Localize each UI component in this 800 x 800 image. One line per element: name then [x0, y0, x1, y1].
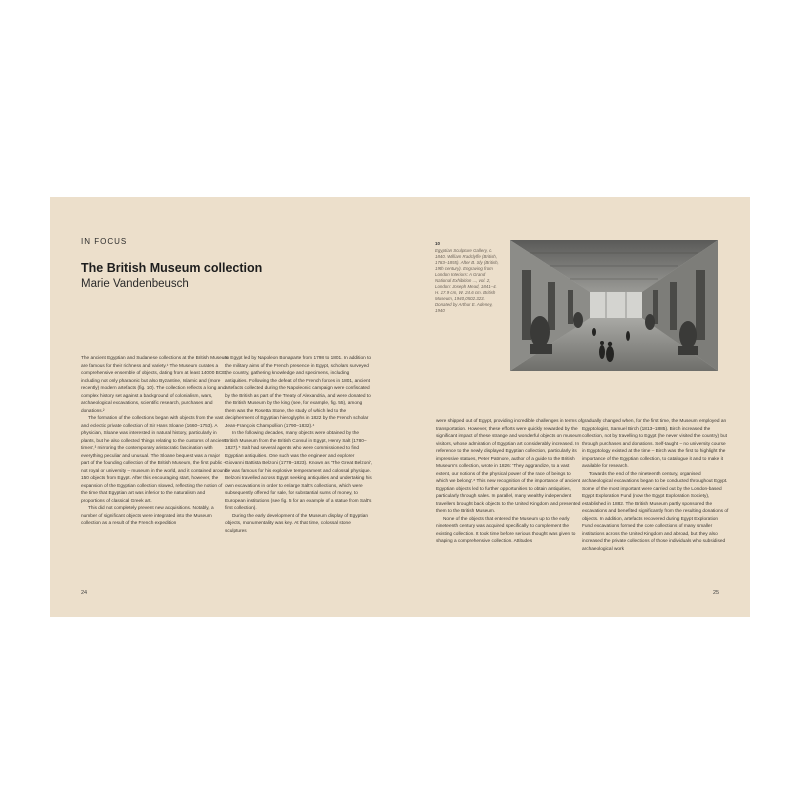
text-column-1	[81, 355, 229, 595]
text-column-3	[436, 418, 584, 595]
paragraph: Towards the end of the nineteenth century, organised archaeological excavations began to be conducted throughout Egypt. Some of the most important were carried out by the London-based Egypt Exploration Fund (now the Egypt Exploration Society), established in 1882. The British Museum partly sponsored the excavations and benefited significantly from the resulting donations of objects. In addition, artefacts recovered during Egypt Exploration Fund excavations formed the core collections of many smaller institutions across the United Kingdom and abroad, but they also increased the private collections of those individuals who subsidised archaeological work	[582, 471, 729, 552]
paragraph: The ancient Egyptian and Sudanese collections at the British Museum are famous for their richness and variety.¹ The Museum curates a comprehensive ensemble of objects, dating from at least 14000 BCE, including not only pharaonic but also Byzantine, Islamic and (more recently) modern artefacts (fig. 10). The collection reflects a long and complex history set against a background of colonialism, wars, archaeological excavations, scientific research, purchases and donations.²	[81, 356, 229, 414]
paragraph: None of the objects that entered the Museum up to the early nineteenth century was acquired specifically to complement the existing collection. It took time before serious thought was given to shaping a comprehensive collection. Attitudes	[436, 516, 576, 544]
figure-caption	[435, 241, 501, 314]
figure-caption-text: Egyptian Sculpture Gallery, c. 1840. William Radclyffe (British, 1783–1855). After B. Sly (British, 19th century). Engraving from London Interiors: A Grand National Exhibition ..., vol. 2, London: Joseph Mead, 1841–4. H. 17.9 cm, W. 24.6 cm. British Museum, 1940,0502.323. Donated by Arthur E. Adeney, 1940	[435, 248, 499, 313]
paragraph: In the following decades, many objects were obtained by the British Museum from the British Consul in Egypt, Henry Salt (1780–1827).⁵ Salt had several agents who were commissioned to find Egyptian antiquities. One such was the engineer and explorer Giovanni Battista Belzoni (1778–1823). Known as 'The Great Belzoni', he was famous for his explosive temperament and colossal physique. Belzoni travelled across Egypt seeking antiquities and undertaking his own excavations in order to enlarge Salt's collections, which were subsequently offered for sale, for substantial sums of money, to European institutions (see fig. 5 for an example of a statue from Salt's first collection).	[225, 431, 373, 511]
author-name: Marie Vandenbeusch	[81, 278, 189, 290]
paragraph: to Egypt led by Napoleon Bonaparte from 1798 to 1801. In addition to the military aims of the French presence in Egypt, scholars surveyed the country, gathering knowledge and specimens, including antiquities. Following the defeat of the French forces in 1801, ancient artefacts collected during the Napoleonic campaign were confiscated by the British as part of the Treaty of Alexandria, and were donated to the British Museum by the king (see, for example, fig. 55), among them was the Rosetta Stone, the study of which led to the decipherment of Egyptian hieroglyphs in 1822 by the French scholar Jean-François Champollion (1790–1832).⁴	[225, 356, 372, 429]
section-kicker: IN FOCUS	[81, 237, 128, 246]
text-column-2	[225, 355, 373, 595]
book-spread	[50, 197, 750, 617]
paragraph: gradually changed when, for the first time, the Museum employed an Egyptologist, Samuel Birch (1813–1885). Birch increased the collection, not by travelling to Egypt (he never visited the country) but through purchases and donations. Self-taught – no university course in Egyptology existed at the time – Birch was the first to highlight the importance of the Egyptian collection, to catalogue it and to make it available for research.	[582, 419, 727, 469]
text-column-4	[582, 418, 730, 595]
engraving-illustration	[510, 240, 718, 371]
page-number-left: 24	[81, 590, 88, 596]
figure-number: 10	[435, 241, 440, 246]
gallery-engraving	[510, 240, 718, 371]
page-number-right: 25	[713, 590, 720, 596]
paragraph: During the early development of the Museum display of Egyptian objects, monumentality was key. At that time, colossal stone sculptures	[225, 513, 368, 534]
paragraph: This did not completely prevent new acquisitions. Notably, a number of significant objects were integrated into the Museum collection as a result of the French expedition	[81, 506, 214, 526]
page-title: The British Museum collection	[81, 261, 263, 275]
paragraph: The formation of the collections began with objects from the vast and eclectic private collection of Sir Hans Sloane (1660–1753). A physician, Sloane was interested in natural history, particularly in plants, but he also collected 'things relating to the customs of ancient times',³ mirroring the contemporary aristocratic fascination with everything peculiar and unusual. The Sloane bequest was a major part of the founding collection of the British Museum, the first public – not royal or university – museum in the world, and it contained around 150 objects from Egypt. After this encouraging start, however, the expansion of the Egyptian collection slowed, reflecting the notion of the time that Egyptian art was inferior to the naturalism and proportions of classical Greek art.	[81, 416, 228, 504]
paragraph: were shipped out of Egypt, providing incredible challenges in terms of transportation. However, these efforts were quickly rewarded by the significant impact of these strange and wonderful objects on museum visitors, whose admiration of Egyptian art considerably increased. In reference to the newly displayed Egyptian collection, particularly its impressive statues, Peter Patmore, author of a guide to the British Museum's collection, wrote in 1826: 'They aggrandize, to a vast extent, our notions of the physical power of the race of beings to which we belong'.⁶ This new recognition of the importance of ancient Egyptian objects led to further opportunities to obtain antiquities, particularly through sales. In parallel, many wealthy independent travellers brought back objects to the United Kingdom and presented them to the British Museum.	[436, 419, 583, 514]
